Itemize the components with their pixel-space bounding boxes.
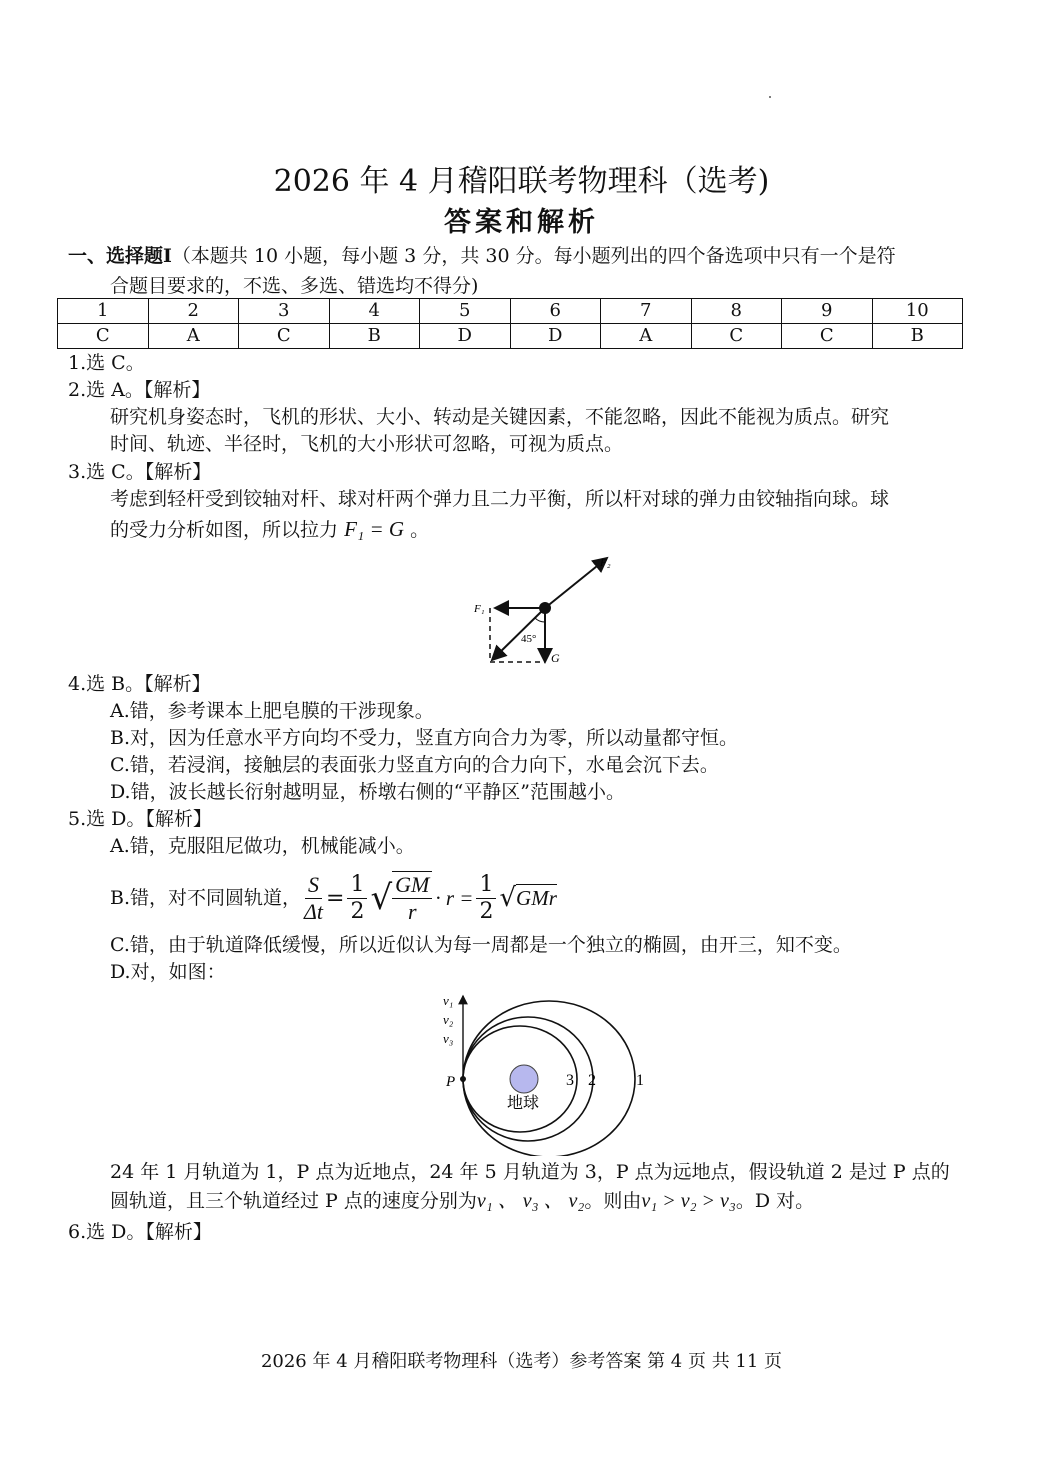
page-title: 2026 年 4 月稽阳联考物理科（选考) — [273, 164, 770, 199]
q5-option-b-text: B.错，对不同圆轨道， — [110, 886, 302, 909]
frac-s-dt — [304, 872, 323, 925]
q5-option-c: C.错，由于轨道降低缓慢，所以近似认为每一周都是一个独立的椭圆，由开三，知不变。 — [110, 934, 852, 956]
q3-line2-text: 的受力分析如图，所以拉力 — [110, 519, 339, 541]
table-cell: B — [329, 324, 420, 349]
sqrt-gmr: GMr — [516, 886, 557, 910]
q3-heading: 3.选 C。【解析】 — [68, 461, 212, 483]
q4-heading: 4.选 B。【解析】 — [68, 673, 211, 695]
table-cell: 5 — [420, 299, 511, 324]
table-cell: D — [420, 324, 511, 349]
orbit-1 — [463, 1001, 635, 1156]
table-cell: 8 — [691, 299, 782, 324]
q5-option-d: D.对，如图： — [110, 961, 226, 983]
q3-formula: F₁ = G — [344, 517, 405, 541]
angle-arc — [535, 618, 545, 622]
frac-denominator: 2 — [479, 898, 494, 924]
frac-denominator: r — [407, 899, 417, 924]
r-factor: · r = — [435, 885, 474, 910]
orbit-diagram — [435, 988, 655, 1156]
f2-label: F₂ — [600, 557, 611, 569]
q1-answer: 1.选 C。 — [68, 352, 145, 374]
frac-half-2 — [476, 872, 496, 925]
frac-numerator: S — [305, 872, 322, 899]
q5-conclusion-line2 — [110, 1188, 814, 1215]
table-cell: A — [148, 324, 239, 349]
q3-line2-end: 。 — [410, 519, 430, 541]
answer-table — [57, 298, 963, 349]
table-cell: C — [782, 324, 873, 349]
q5-conclusion-line1: 24 年 1 月轨道为 1，P 点为近地点，24 年 5 月轨道为 3，P 点为远地点，假设轨道 2 是过 P 点的 — [110, 1161, 950, 1183]
q5-conclusion-end: 。D 对。 — [735, 1190, 815, 1212]
earth — [510, 1065, 538, 1093]
answer-table-answer-row — [58, 324, 963, 349]
q3-line2 — [110, 516, 429, 544]
section-heading — [68, 241, 896, 268]
speck-mark — [769, 96, 771, 98]
q4-option-d: D.错，波长越长衍射越明显，桥墩右侧的“平静区”范围越小。 — [110, 781, 626, 803]
page-subtitle: 答案和解析 — [444, 207, 599, 238]
frac-numerator: GM — [392, 872, 432, 899]
q5-option-a: A.错，克服阻尼做功，机械能减小。 — [110, 835, 415, 857]
g-label: G — [551, 651, 560, 665]
q2-line1: 研究机身姿态时，飞机的形状、大小、转动是关键因素，不能忽略，因此不能视为质点。研究 — [110, 406, 890, 428]
earth-label: 地球 — [507, 1093, 540, 1112]
table-cell: 1 — [58, 299, 149, 324]
table-cell: C — [239, 324, 330, 349]
q5-conclusion-mid: 。则由 — [584, 1190, 642, 1212]
table-cell: C — [58, 324, 149, 349]
table-cell: 7 — [601, 299, 692, 324]
q3-line1: 考虑到轻杆受到铰轴对杆、球对杆两个弹力且二力平衡，所以杆对球的弹力由铰轴指向球。球 — [110, 488, 890, 510]
q4-option-b: B.对，因为任意水平方向均不受力，竖直方向合力为零，所以动量都守恒。 — [110, 727, 739, 749]
table-cell: 2 — [148, 299, 239, 324]
frac-denominator: 2 — [350, 898, 365, 924]
q5-heading: 5.选 D。【解析】 — [68, 808, 212, 830]
section-desc-line1: （本题共 10 小题，每小题 3 分，共 30 分。每小题列出的四个备选项中只有一个是符 — [171, 245, 896, 267]
q6-heading: 6.选 D。【解析】 — [68, 1221, 212, 1243]
page-footer: 2026 年 4 月稽阳联考物理科（选考）参考答案 第 4 页 共 11 页 — [260, 1351, 783, 1372]
table-cell: 3 — [239, 299, 330, 324]
q2-line2: 时间、轨迹、半径时，飞机的大小形状可忽略，可视为质点。 — [110, 433, 624, 455]
angle-label: 45° — [521, 633, 537, 645]
section-label: 一、选择题Ⅰ — [68, 245, 172, 267]
table-cell: D — [510, 324, 601, 349]
q2-heading: 2.选 A。【解析】 — [68, 379, 211, 401]
q5-option-b — [110, 868, 557, 928]
table-cell: C — [691, 324, 782, 349]
table-cell: 6 — [510, 299, 601, 324]
sqrt-sign-2: √ — [499, 882, 517, 913]
ball — [539, 602, 551, 614]
f2-arrow — [545, 558, 607, 608]
section-desc-line2: 合题目要求的，不选、多选、错选均不得分) — [110, 275, 479, 297]
equals-sign: = — [326, 885, 345, 911]
sqrt-sign: √ — [370, 878, 393, 918]
f1-label: F₁ — [474, 603, 485, 615]
v2-label: v₂ — [443, 1012, 454, 1027]
frac-half — [347, 872, 367, 925]
q5-conclusion-text: 圆轨道，且三个轨道经过 P 点的速度分别为 — [110, 1190, 477, 1212]
v3-label: v₃ — [443, 1031, 454, 1046]
resultant-arrow — [492, 608, 545, 660]
q4-option-a: A.错，参考课本上肥皂膜的干涉现象。 — [110, 700, 434, 722]
frac-gm-r — [392, 871, 432, 925]
answer-table-number-row — [58, 299, 963, 324]
p-label: P — [446, 1074, 456, 1090]
table-cell: B — [872, 324, 963, 349]
table-cell: 10 — [872, 299, 963, 324]
table-cell: A — [601, 324, 692, 349]
table-cell: 4 — [329, 299, 420, 324]
q4-option-c: C.错，若浸润，接触层的表面张力竖直方向的合力向下，水黾会沉下去。 — [110, 754, 719, 776]
v1-label: v₁ — [443, 993, 454, 1008]
table-cell: 9 — [782, 299, 873, 324]
orbit-3-label: 3 — [566, 1072, 574, 1089]
frac-denominator: Δt — [304, 898, 324, 924]
frac-numerator: 1 — [347, 872, 367, 899]
point-p — [460, 1076, 466, 1082]
speed-inequality: v₁ > v₂ > v₃ — [641, 1190, 736, 1212]
orbit-2-label: 2 — [588, 1072, 596, 1089]
orbit-1-label: 1 — [636, 1072, 644, 1089]
speed-list: v₁ 、 v₃ 、 v₂ — [476, 1190, 585, 1212]
force-diagram — [465, 550, 625, 670]
frac-numerator: 1 — [476, 872, 496, 899]
